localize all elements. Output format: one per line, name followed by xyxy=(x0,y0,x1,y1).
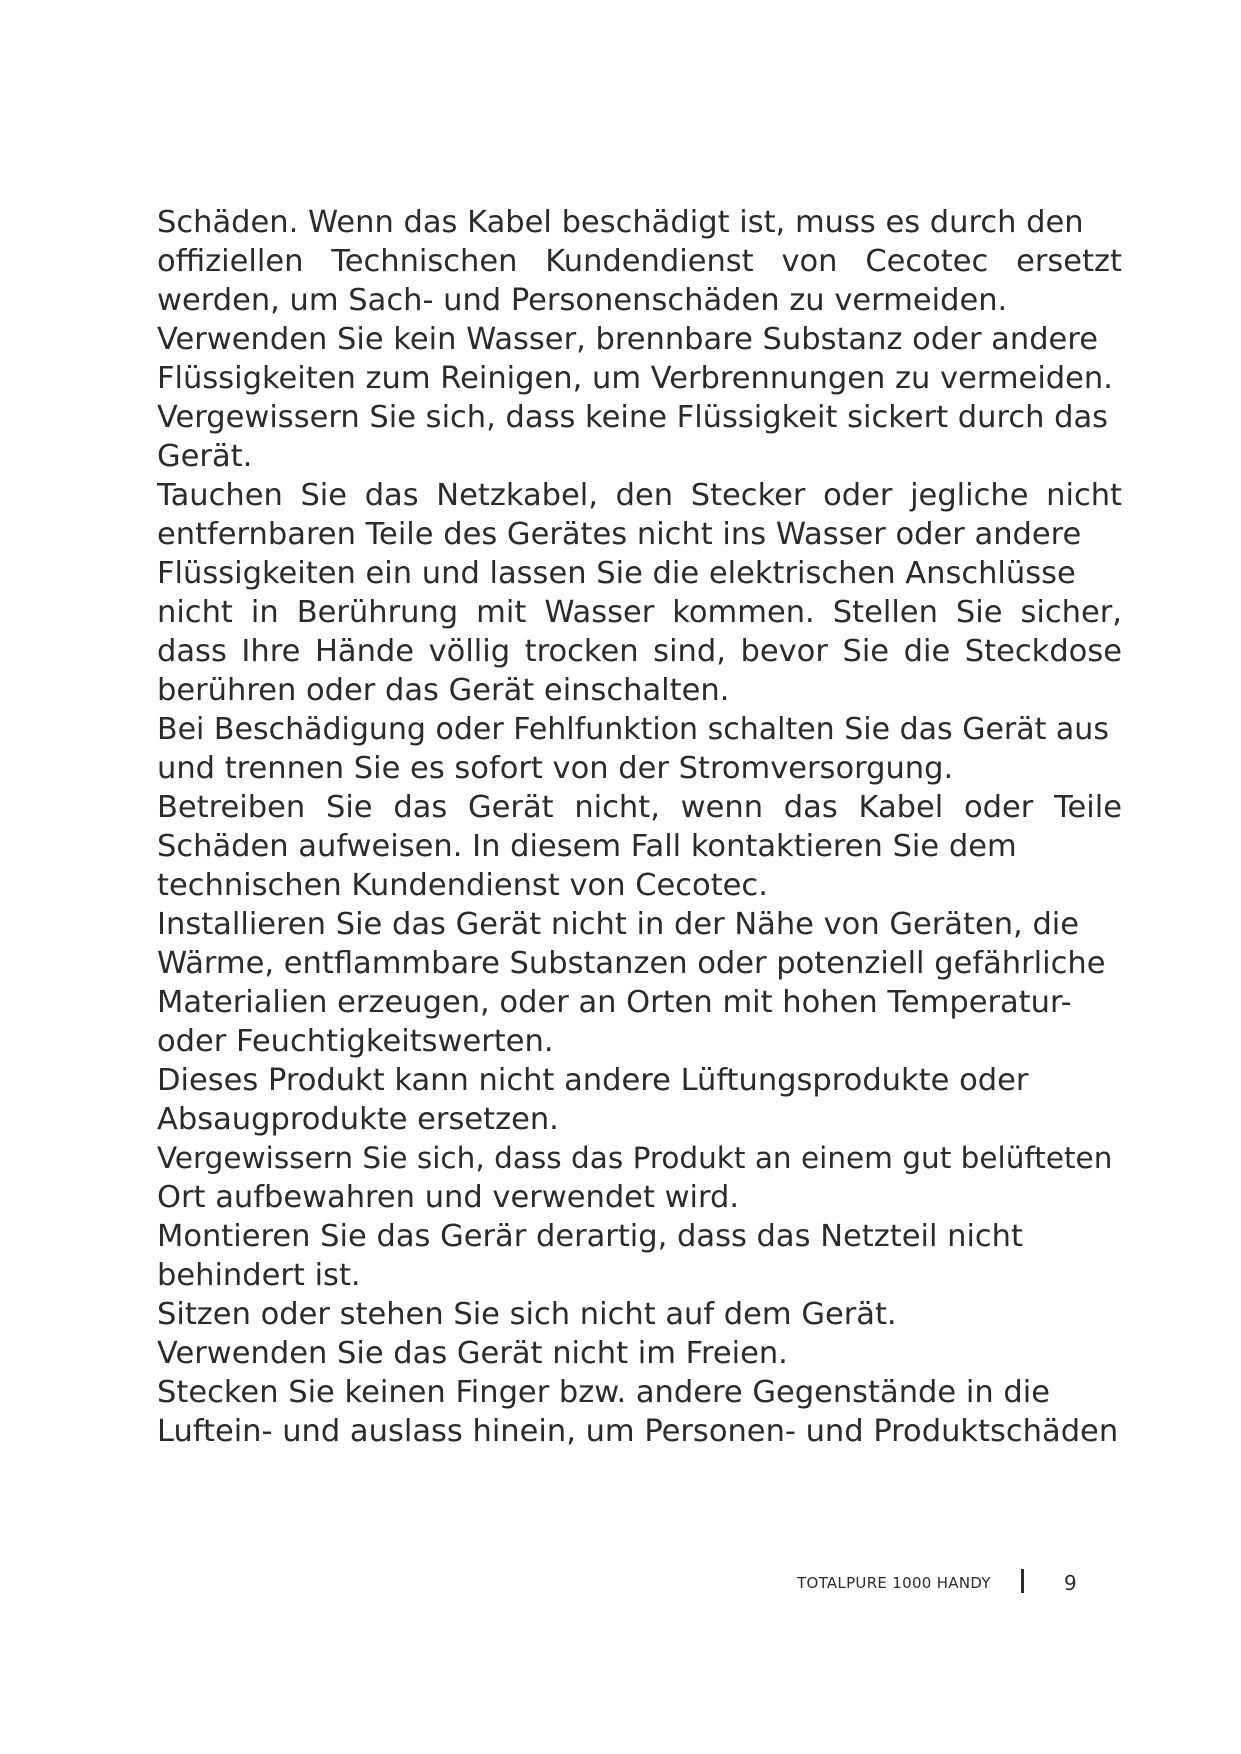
text-line: oder Feuchtigkeitswerten. xyxy=(157,1024,554,1059)
text-line: Materialien erzeugen, oder an Orten mit hohen Temperatur- xyxy=(157,985,1072,1020)
page-number: 9 xyxy=(1064,1571,1077,1595)
text-line: Schäden aufweisen. In diesem Fall kontaktieren Sie dem xyxy=(157,829,1017,864)
text-line: Flüssigkeiten ein und lassen Sie die elektrischen Anschlüsse xyxy=(157,556,1076,591)
text-line: Betreiben Sie das Gerät nicht, wenn das Kabel oder Teile xyxy=(157,790,1122,825)
text-line: Installieren Sie das Gerät nicht in der Nähe von Geräten, die xyxy=(157,907,1080,942)
text-line: offiziellen Technischen Kundendienst von Cecotec ersetzt xyxy=(157,244,1122,279)
text-line: Stecken Sie keinen Finger bzw. andere Gegenstände in die xyxy=(157,1375,1050,1410)
text-line: Wärme, entflammbare Substanzen oder potenziell gefährliche xyxy=(157,946,1106,981)
footer-divider xyxy=(1021,1569,1024,1593)
text-line: Absaugprodukte ersetzen. xyxy=(157,1102,559,1137)
text-line: dass Ihre Hände völlig trocken sind, bevor Sie die Steckdose xyxy=(157,634,1122,669)
text-line: Gerät. xyxy=(157,439,253,474)
text-line: Dieses Produkt kann nicht andere Lüftungsprodukte oder xyxy=(157,1063,1029,1098)
page-footer xyxy=(0,1568,1241,1598)
text-line: Tauchen Sie das Netzkabel, den Stecker oder jegliche nicht xyxy=(157,478,1122,513)
text-line: behindert ist. xyxy=(157,1258,361,1293)
text-line: Sitzen oder stehen Sie sich nicht auf dem Gerät. xyxy=(157,1297,897,1332)
text-line: Vergewissern Sie sich, dass keine Flüssigkeit sickert durch das xyxy=(157,400,1109,435)
text-line: Montieren Sie das Gerär derartig, dass das Netzteil nicht xyxy=(157,1219,1023,1254)
text-line: Schäden. Wenn das Kabel beschädigt ist, muss es durch den xyxy=(157,205,1084,240)
product-title: TOTALPURE 1000 HANDY xyxy=(797,1574,991,1592)
text-line: technischen Kundendienst von Cecotec. xyxy=(157,868,768,903)
text-line: Verwenden Sie das Gerät nicht im Freien. xyxy=(157,1336,788,1371)
text-line: entfernbaren Teile des Gerätes nicht ins Wasser oder andere xyxy=(157,517,1082,552)
text-line: Flüssigkeiten zum Reinigen, um Verbrennungen zu vermeiden. xyxy=(157,361,1113,396)
text-line: Luftein- und auslass hinein, um Personen- und Produktschäden xyxy=(157,1414,1119,1449)
text-line: Verwenden Sie kein Wasser, brennbare Substanz oder andere xyxy=(157,322,1098,357)
text-line: Ort aufbewahren und verwendet wird. xyxy=(157,1180,740,1215)
text-line: nicht in Berührung mit Wasser kommen. Stellen Sie sicher, xyxy=(157,595,1122,630)
text-line: Bei Beschädigung oder Fehlfunktion schalten Sie das Gerät aus xyxy=(157,712,1109,747)
text-line: werden, um Sach- und Personenschäden zu vermeiden. xyxy=(157,283,1008,318)
text-line: berühren oder das Gerät einschalten. xyxy=(157,673,730,708)
body-text xyxy=(157,203,1122,1451)
text-line: und trennen Sie es sofort von der Stromversorgung. xyxy=(157,751,954,786)
text-line: Vergewissern Sie sich, dass das Produkt an einem gut belüfteten xyxy=(157,1141,1113,1175)
